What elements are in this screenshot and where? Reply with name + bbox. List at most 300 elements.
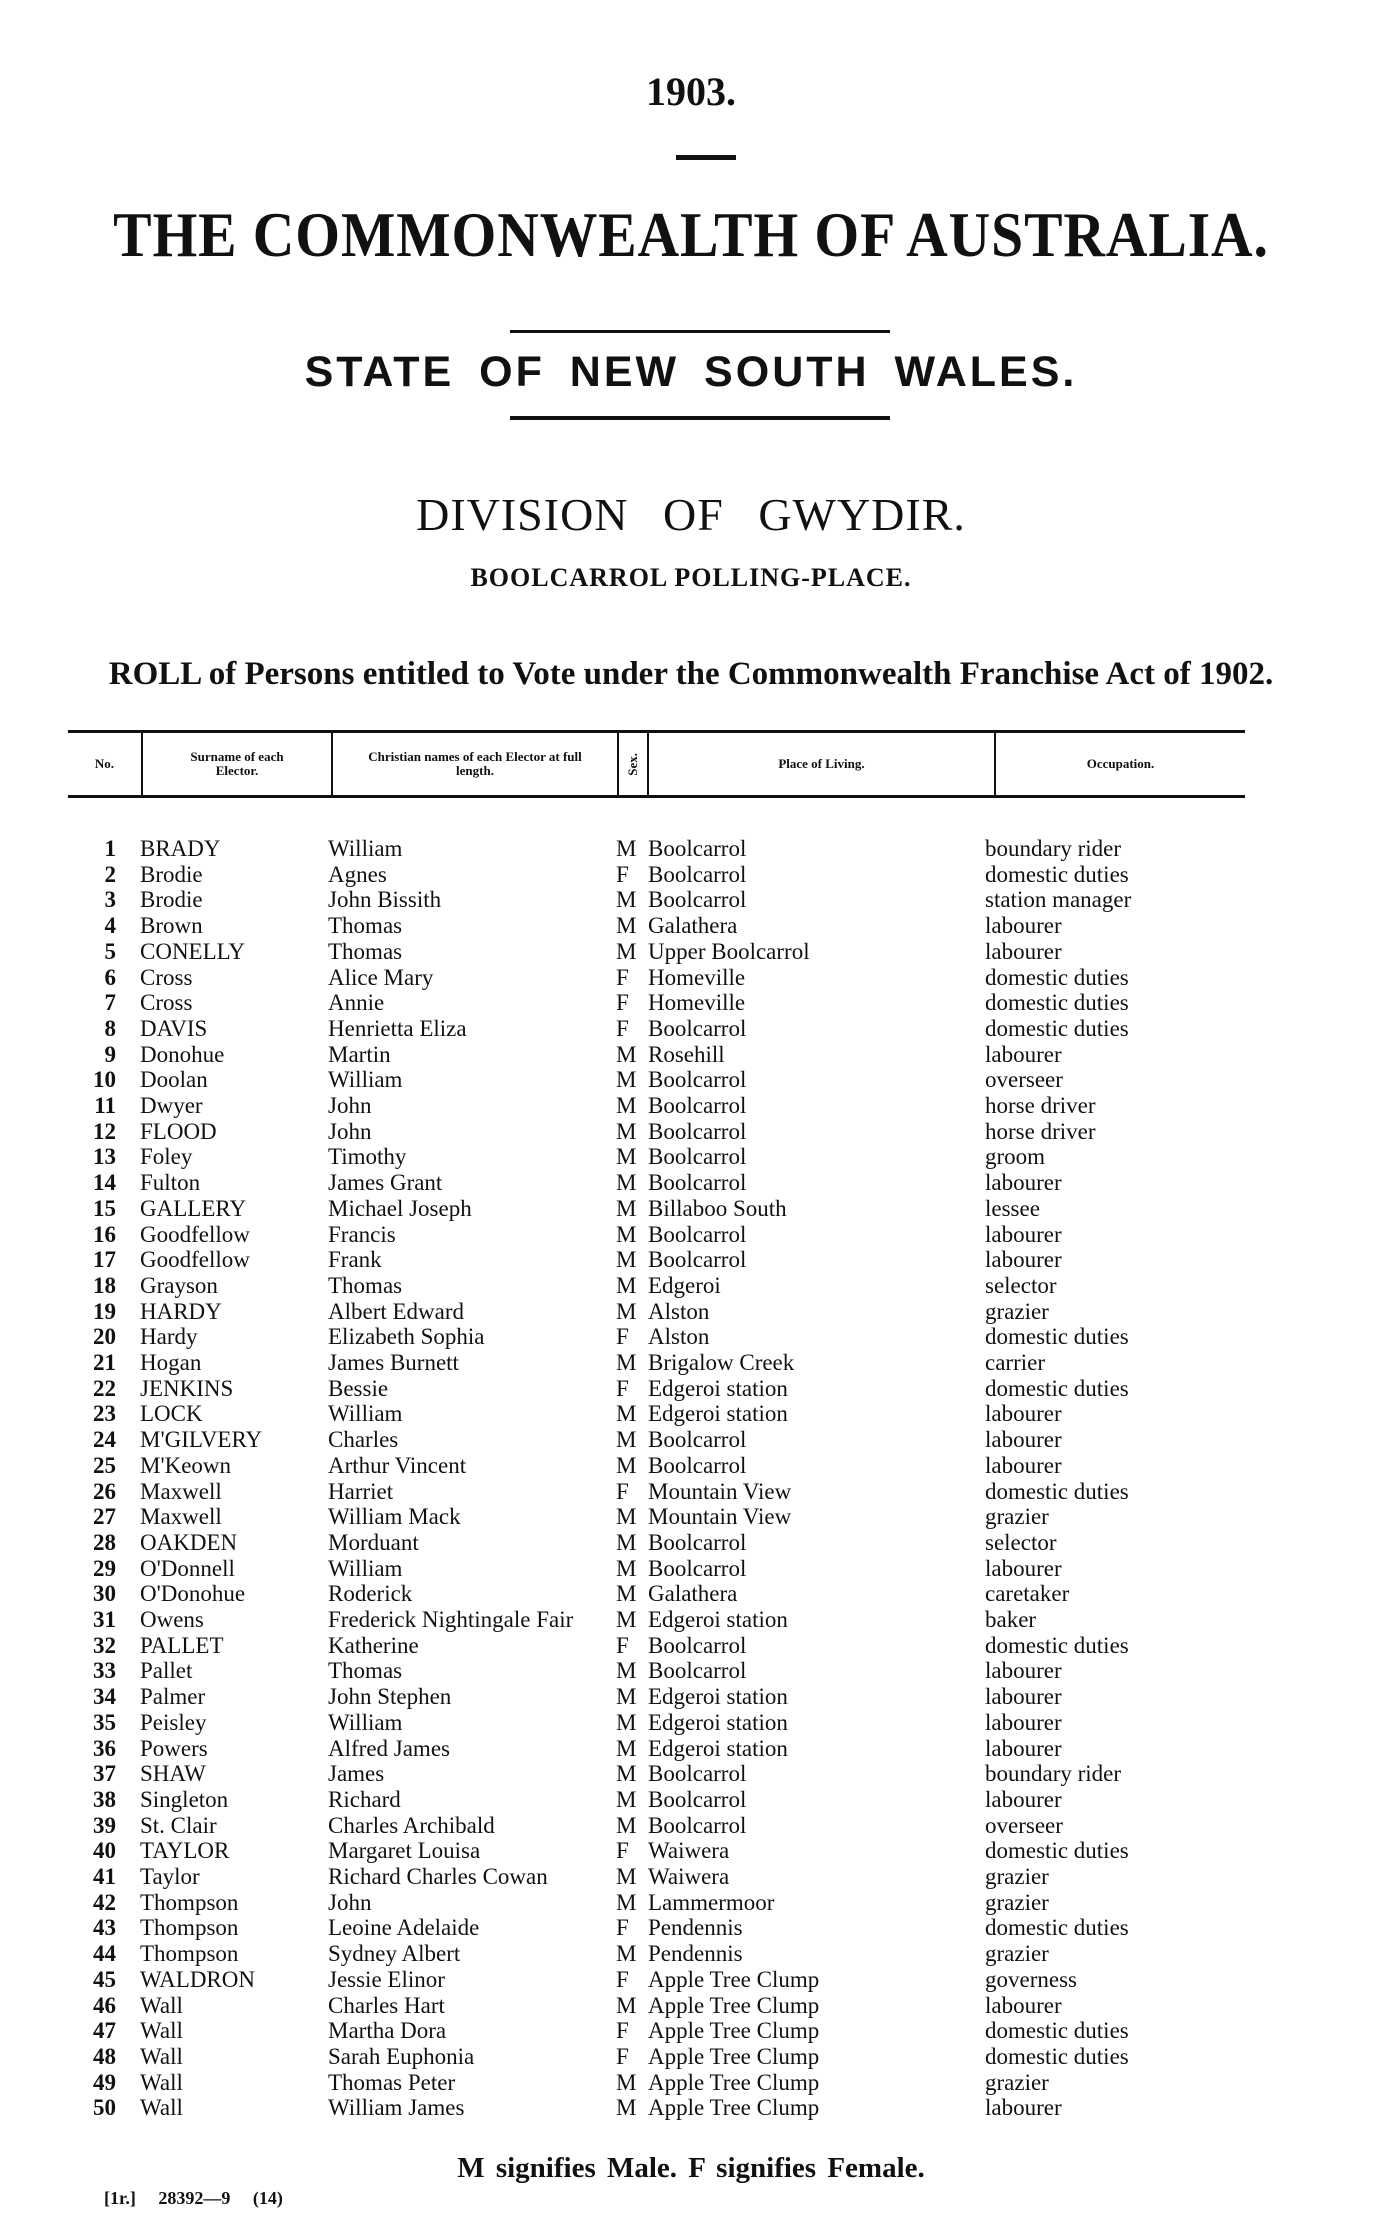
elector-surname: Hardy <box>140 1324 198 1350</box>
elector-occupation: labourer <box>985 1992 1062 2018</box>
table-row <box>0 1222 1382 1248</box>
year-heading: 1903. <box>646 69 736 114</box>
elector-number: 23 <box>93 1401 116 1427</box>
table-header <box>68 730 1245 798</box>
elector-occupation: domestic duties <box>985 1632 1129 1658</box>
elector-occupation: labourer <box>985 1658 1062 1684</box>
elector-occupation: domestic duties <box>985 1324 1129 1350</box>
elector-occupation: caretaker <box>985 1581 1070 1607</box>
elector-number: 12 <box>93 1118 116 1144</box>
elector-sex: F <box>616 1632 629 1658</box>
elector-christian-names: Leoine Adelaide <box>328 1915 480 1941</box>
elector-number: 40 <box>93 1838 116 1864</box>
elector-place-of-living: Waiwera <box>648 1864 730 1889</box>
elector-sex: M <box>616 1864 637 1889</box>
elector-christian-names: John <box>328 1889 372 1915</box>
elector-christian-names: Thomas <box>328 1272 403 1298</box>
elector-place-of-living: Edgeroi station <box>648 1401 788 1427</box>
elector-christian-names: Thomas <box>328 1658 403 1684</box>
elector-occupation: labourer <box>985 1709 1062 1735</box>
elector-place-of-living: Boolcarrol <box>648 1555 747 1581</box>
elector-occupation: labourer <box>985 1555 1062 1581</box>
elector-sex: M <box>616 887 637 913</box>
table-row <box>0 990 1382 1016</box>
elector-number: 32 <box>93 1632 116 1658</box>
elector-number: 6 <box>104 964 116 990</box>
elector-surname: Wall <box>140 2018 183 2044</box>
elector-number: 16 <box>93 1221 116 1247</box>
elector-occupation: station manager <box>985 887 1132 913</box>
elector-place-of-living: Edgeroi station <box>648 1735 788 1761</box>
elector-surname: Singleton <box>140 1786 229 1812</box>
page-title: THE COMMONWEALTH OF AUSTRALIA. <box>113 199 1269 270</box>
elector-christian-names: Margaret Louisa <box>328 1838 481 1864</box>
roll-title: ROLL of Persons entitled to Vote under the Commonwealth Franchise Act of 1902. <box>108 656 1274 692</box>
elector-number: 26 <box>93 1478 116 1504</box>
elector-surname: Pallet <box>140 1658 193 1684</box>
elector-sex: M <box>616 836 637 861</box>
header-place-of-living: Place of Living. <box>778 756 865 771</box>
elector-christian-names: Alfred James <box>328 1735 450 1761</box>
elector-place-of-living: Brigalow Creek <box>648 1350 795 1375</box>
elector-number: 35 <box>93 1709 116 1735</box>
elector-number: 30 <box>93 1581 116 1607</box>
elector-surname: Maxwell <box>140 1478 222 1504</box>
elector-place-of-living: Pendennis <box>648 1941 743 1967</box>
elector-number: 34 <box>93 1684 116 1710</box>
elector-sex: M <box>616 2095 637 2121</box>
elector-place-of-living: Edgeroi station <box>648 1375 788 1401</box>
table-row <box>0 1838 1382 1864</box>
elector-sex: F <box>616 861 629 887</box>
table-row <box>0 887 1382 913</box>
header-surname: Surname of each Elector. <box>143 733 333 795</box>
elector-place-of-living: Edgeroi <box>648 1272 721 1298</box>
table-row <box>0 2070 1382 2096</box>
elector-sex: M <box>616 1118 637 1144</box>
elector-sex: M <box>616 1144 637 1170</box>
elector-occupation: domestic duties <box>985 2018 1129 2044</box>
elector-sex: F <box>616 1015 629 1041</box>
elector-christian-names: William <box>328 1401 403 1427</box>
table-row <box>0 1170 1382 1196</box>
elector-surname: Brodie <box>140 861 203 887</box>
elector-number: 39 <box>93 1812 116 1838</box>
elector-sex: F <box>616 2018 629 2044</box>
elector-occupation: labourer <box>985 1786 1062 1812</box>
table-row <box>0 2018 1382 2044</box>
elector-number: 21 <box>93 1350 116 1375</box>
elector-occupation: domestic duties <box>985 1015 1129 1041</box>
sex-legend: M signifies Male. F signifies Female. <box>457 2152 925 2184</box>
table-row <box>0 1864 1382 1890</box>
elector-sex: M <box>616 1581 637 1607</box>
elector-number: 25 <box>93 1452 116 1478</box>
elector-sex: M <box>616 1941 637 1967</box>
elector-occupation: selector <box>985 1272 1057 1298</box>
elector-surname: Grayson <box>140 1272 218 1298</box>
elector-sex: M <box>616 1170 637 1196</box>
elector-surname: Wall <box>140 2095 183 2121</box>
elector-number: 22 <box>93 1375 116 1401</box>
elector-surname: Brown <box>140 913 203 939</box>
elector-occupation: labourer <box>985 1427 1062 1453</box>
elector-sex: M <box>616 1709 637 1735</box>
elector-place-of-living: Boolcarrol <box>648 1144 747 1170</box>
elector-occupation: overseer <box>985 1067 1063 1093</box>
elector-place-of-living: Apple Tree Clump <box>648 1966 820 1992</box>
elector-surname: BRADY <box>140 836 221 861</box>
elector-place-of-living: Edgeroi station <box>648 1684 788 1710</box>
elector-number: 31 <box>93 1607 116 1632</box>
elector-christian-names: Jessie Elinor <box>328 1966 445 1992</box>
elector-number: 29 <box>93 1555 116 1581</box>
table-row <box>0 1915 1382 1941</box>
elector-surname: Fulton <box>140 1170 201 1196</box>
elector-sex: F <box>616 1966 629 1992</box>
elector-christian-names: Martha Dora <box>328 2018 447 2044</box>
state-heading: STATE OF NEW SOUTH WALES. <box>304 348 1078 396</box>
elector-sex: M <box>616 1812 637 1838</box>
table-row <box>0 1350 1382 1376</box>
table-row <box>0 1299 1382 1325</box>
elector-christian-names: Charles <box>328 1427 399 1453</box>
header-occupation: Occupation. <box>994 733 1245 795</box>
table-row <box>0 1787 1382 1813</box>
elector-number: 20 <box>93 1324 116 1350</box>
elector-occupation: domestic duties <box>985 1838 1129 1864</box>
elector-sex: M <box>616 1298 637 1324</box>
elector-occupation: domestic duties <box>985 1375 1129 1401</box>
elector-surname: St. Clair <box>140 1812 217 1838</box>
elector-place-of-living: Alston <box>648 1324 710 1350</box>
table-row <box>0 1376 1382 1402</box>
elector-occupation: domestic duties <box>985 1915 1129 1941</box>
elector-place-of-living: Boolcarrol <box>648 1427 747 1453</box>
elector-christian-names: John <box>328 1093 372 1118</box>
elector-surname: Cross <box>140 964 193 990</box>
elector-occupation: labourer <box>985 1684 1062 1710</box>
elector-number: 1 <box>104 836 116 861</box>
elector-surname: LOCK <box>140 1401 203 1427</box>
table-row <box>0 939 1382 965</box>
elector-occupation: boundary rider <box>985 836 1122 861</box>
elector-sex: M <box>616 1452 637 1478</box>
table-row <box>0 1016 1382 1042</box>
table-row <box>0 1324 1382 1350</box>
elector-christian-names: Alice Mary <box>328 964 434 990</box>
table-row <box>0 1890 1382 1916</box>
elector-surname: Brodie <box>140 887 203 913</box>
elector-place-of-living: Apple Tree Clump <box>648 2069 820 2095</box>
elector-occupation: labourer <box>985 938 1062 964</box>
elector-surname: Owens <box>140 1607 204 1632</box>
elector-occupation: domestic duties <box>985 2043 1129 2069</box>
table-row <box>0 2095 1382 2121</box>
table-row <box>0 1556 1382 1582</box>
elector-surname: Thompson <box>140 1889 239 1915</box>
elector-number: 8 <box>104 1015 116 1041</box>
elector-place-of-living: Edgeroi station <box>648 1607 788 1632</box>
elector-sex: F <box>616 1375 629 1401</box>
elector-number: 11 <box>94 1093 116 1118</box>
elector-number: 10 <box>93 1067 116 1093</box>
elector-place-of-living: Boolcarrol <box>648 1632 747 1658</box>
elector-number: 49 <box>93 2069 116 2095</box>
header-no: No. <box>68 733 143 795</box>
elector-christian-names: Charles Hart <box>328 1992 445 2018</box>
elector-christian-names: Bessie <box>328 1375 389 1401</box>
elector-occupation: grazier <box>985 2069 1049 2095</box>
elector-sex: M <box>616 1529 637 1555</box>
elector-place-of-living: Boolcarrol <box>648 1093 747 1118</box>
table-row <box>0 1941 1382 1967</box>
elector-christian-names: Agnes <box>328 861 387 887</box>
elector-surname: Maxwell <box>140 1504 222 1530</box>
elector-place-of-living: Apple Tree Clump <box>648 2018 820 2044</box>
elector-sex: M <box>616 1401 637 1427</box>
elector-sex: M <box>616 1195 637 1221</box>
elector-place-of-living: Boolcarrol <box>648 1118 747 1144</box>
elector-place-of-living: Waiwera <box>648 1838 730 1864</box>
elector-sex: F <box>616 2043 629 2069</box>
table-row <box>0 1119 1382 1145</box>
elector-number: 38 <box>93 1786 116 1812</box>
elector-place-of-living: Boolcarrol <box>648 1015 747 1041</box>
elector-number: 45 <box>93 1966 116 1992</box>
elector-sex: M <box>616 1555 637 1581</box>
table-row <box>0 862 1382 888</box>
elector-christian-names: Sydney Albert <box>328 1941 461 1967</box>
elector-occupation: carrier <box>985 1350 1045 1375</box>
elector-place-of-living: Boolcarrol <box>648 1067 747 1093</box>
elector-place-of-living: Edgeroi station <box>648 1709 788 1735</box>
table-row <box>0 1761 1382 1787</box>
elector-surname: OAKDEN <box>140 1529 238 1555</box>
header-sex <box>619 733 649 795</box>
elector-surname: Donohue <box>140 1041 225 1067</box>
elector-sex: M <box>616 1350 637 1375</box>
elector-christian-names: Timothy <box>328 1144 407 1170</box>
rule-below-state <box>510 416 890 420</box>
elector-occupation: boundary rider <box>985 1761 1122 1787</box>
elector-sex: M <box>616 938 637 964</box>
elector-number: 7 <box>104 990 116 1016</box>
elector-place-of-living: Boolcarrol <box>648 861 747 887</box>
elector-number: 28 <box>93 1529 116 1555</box>
elector-sex: M <box>616 913 637 939</box>
elector-place-of-living: Galathera <box>648 1581 738 1607</box>
elector-sex: M <box>616 1761 637 1787</box>
elector-number: 42 <box>93 1889 116 1915</box>
table-row <box>0 1067 1382 1093</box>
elector-sex: M <box>616 1786 637 1812</box>
elector-christian-names: Katherine <box>328 1632 419 1658</box>
elector-sex: M <box>616 1272 637 1298</box>
elector-surname: WALDRON <box>140 1966 255 1992</box>
elector-occupation: grazier <box>985 1864 1049 1889</box>
elector-christian-names: James <box>328 1761 385 1787</box>
elector-sex: F <box>616 964 629 990</box>
elector-surname: Peisley <box>140 1709 207 1735</box>
elector-christian-names: John Bissith <box>328 887 442 913</box>
elector-occupation: domestic duties <box>985 990 1129 1016</box>
elector-number: 18 <box>93 1272 116 1298</box>
elector-surname: Goodfellow <box>140 1221 250 1247</box>
elector-number: 41 <box>93 1864 116 1889</box>
elector-occupation: horse driver <box>985 1118 1096 1144</box>
elector-number: 46 <box>93 1992 116 2018</box>
elector-occupation: selector <box>985 1529 1057 1555</box>
elector-sex: M <box>616 1221 637 1247</box>
elector-surname: Doolan <box>140 1067 208 1093</box>
elector-christian-names: Arthur Vincent <box>328 1452 467 1478</box>
elector-number: 48 <box>93 2043 116 2069</box>
table-row <box>0 1993 1382 2019</box>
elector-christian-names: Roderick <box>328 1581 413 1607</box>
elector-occupation: grazier <box>985 1504 1049 1530</box>
elector-occupation: labourer <box>985 1170 1062 1196</box>
elector-sex: F <box>616 1324 629 1350</box>
elector-occupation: groom <box>985 1144 1046 1170</box>
elector-christian-names: Richard <box>328 1786 401 1812</box>
rule-under-year <box>676 155 736 160</box>
elector-surname: Thompson <box>140 1915 239 1941</box>
elector-surname: O'Donnell <box>140 1555 235 1581</box>
elector-occupation: labourer <box>985 1041 1062 1067</box>
elector-occupation: grazier <box>985 1941 1049 1967</box>
elector-christian-names: William <box>328 1067 403 1093</box>
elector-surname: CONELLY <box>140 938 246 964</box>
elector-number: 19 <box>93 1298 116 1324</box>
elector-christian-names: James Grant <box>328 1170 443 1196</box>
elector-sex: M <box>616 1658 637 1684</box>
elector-occupation: labourer <box>985 1247 1062 1273</box>
table-row <box>0 1530 1382 1556</box>
print-reference: [1r.] 28392—9 (14) <box>104 2188 283 2208</box>
division-heading: DIVISION OF GWYDIR. <box>416 489 966 540</box>
elector-sex: M <box>616 1093 637 1118</box>
table-row <box>0 1479 1382 1505</box>
elector-place-of-living: Boolcarrol <box>648 1761 747 1787</box>
elector-occupation: labourer <box>985 1401 1062 1427</box>
elector-surname: SHAW <box>140 1761 206 1787</box>
elector-place-of-living: Homeville <box>648 990 746 1016</box>
elector-christian-names: Thomas Peter <box>328 2069 456 2095</box>
elector-christian-names: Thomas <box>328 913 403 939</box>
elector-christian-names: Martin <box>328 1041 391 1067</box>
table-row <box>0 1196 1382 1222</box>
elector-place-of-living: Boolcarrol <box>648 887 747 913</box>
elector-surname: M'Keown <box>140 1452 232 1478</box>
elector-number: 14 <box>93 1170 116 1196</box>
elector-surname: Thompson <box>140 1941 239 1967</box>
elector-surname: Taylor <box>140 1864 200 1889</box>
elector-number: 4 <box>104 913 116 939</box>
elector-christian-names: Richard Charles Cowan <box>328 1864 548 1889</box>
elector-sex: M <box>616 1889 637 1915</box>
elector-occupation: domestic duties <box>985 1478 1129 1504</box>
elector-place-of-living: Mountain View <box>648 1504 792 1530</box>
elector-sex: F <box>616 1915 629 1941</box>
elector-sex: M <box>616 1427 637 1453</box>
table-row <box>0 913 1382 939</box>
elector-number: 13 <box>93 1144 116 1170</box>
elector-place-of-living: Homeville <box>648 964 746 990</box>
table-row <box>0 1710 1382 1736</box>
elector-place-of-living: Boolcarrol <box>648 1221 747 1247</box>
elector-sex: M <box>616 1992 637 2018</box>
table-row <box>0 1042 1382 1068</box>
elector-surname: Dwyer <box>140 1093 203 1118</box>
elector-occupation: lessee <box>985 1195 1040 1221</box>
elector-surname: GALLERY <box>140 1195 247 1221</box>
elector-sex: M <box>616 1041 637 1067</box>
table-row <box>0 1658 1382 1684</box>
polling-place-heading: BOOLCARROL POLLING-PLACE. <box>470 563 912 592</box>
table-row <box>0 1093 1382 1119</box>
elector-place-of-living: Rosehill <box>648 1041 725 1067</box>
elector-christian-names: Henrietta Eliza <box>328 1015 467 1041</box>
elector-surname: Cross <box>140 990 193 1016</box>
elector-occupation: horse driver <box>985 1093 1096 1118</box>
elector-christian-names: Annie <box>328 990 385 1016</box>
elector-number: 2 <box>104 861 116 887</box>
elector-sex: M <box>616 1504 637 1530</box>
elector-surname: TAYLOR <box>140 1838 230 1864</box>
elector-occupation: overseer <box>985 1812 1063 1838</box>
elector-number: 33 <box>93 1658 116 1684</box>
elector-christian-names: William <box>328 836 403 861</box>
elector-number: 36 <box>93 1735 116 1761</box>
elector-surname: Powers <box>140 1735 208 1761</box>
elector-christian-names: William <box>328 1709 403 1735</box>
elector-christian-names: Albert Edward <box>328 1298 465 1324</box>
table-row <box>0 1633 1382 1659</box>
table-row <box>0 1427 1382 1453</box>
elector-surname: Wall <box>140 1992 183 2018</box>
elector-surname: HARDY <box>140 1298 222 1324</box>
elector-place-of-living: Apple Tree Clump <box>648 1992 820 2018</box>
elector-christian-names: Francis <box>328 1221 396 1247</box>
elector-christian-names: John Stephen <box>328 1684 452 1710</box>
elector-place-of-living: Boolcarrol <box>648 1452 747 1478</box>
elector-surname: JENKINS <box>140 1375 234 1401</box>
elector-number: 9 <box>104 1041 116 1067</box>
elector-place-of-living: Alston <box>648 1298 710 1324</box>
rule-above-state <box>510 330 890 333</box>
elector-place-of-living: Upper Boolcarrol <box>648 938 810 964</box>
elector-place-of-living: Pendennis <box>648 1915 743 1941</box>
elector-number: 17 <box>93 1247 116 1273</box>
elector-occupation: labourer <box>985 1452 1062 1478</box>
elector-occupation: labourer <box>985 913 1062 939</box>
elector-place-of-living: Apple Tree Clump <box>648 2043 820 2069</box>
elector-place-of-living: Boolcarrol <box>648 1786 747 1812</box>
elector-occupation: baker <box>985 1607 1037 1632</box>
table-row <box>0 836 1382 862</box>
elector-christian-names: Morduant <box>328 1529 419 1555</box>
elector-number: 43 <box>93 1915 116 1941</box>
elector-occupation: labourer <box>985 2095 1062 2121</box>
table-row <box>0 1736 1382 1762</box>
elector-surname: Wall <box>140 2043 183 2069</box>
table-row <box>0 1967 1382 1993</box>
elector-sex: M <box>616 1607 637 1632</box>
table-row <box>0 1273 1382 1299</box>
table-row <box>0 1813 1382 1839</box>
elector-place-of-living: Boolcarrol <box>648 1170 747 1196</box>
